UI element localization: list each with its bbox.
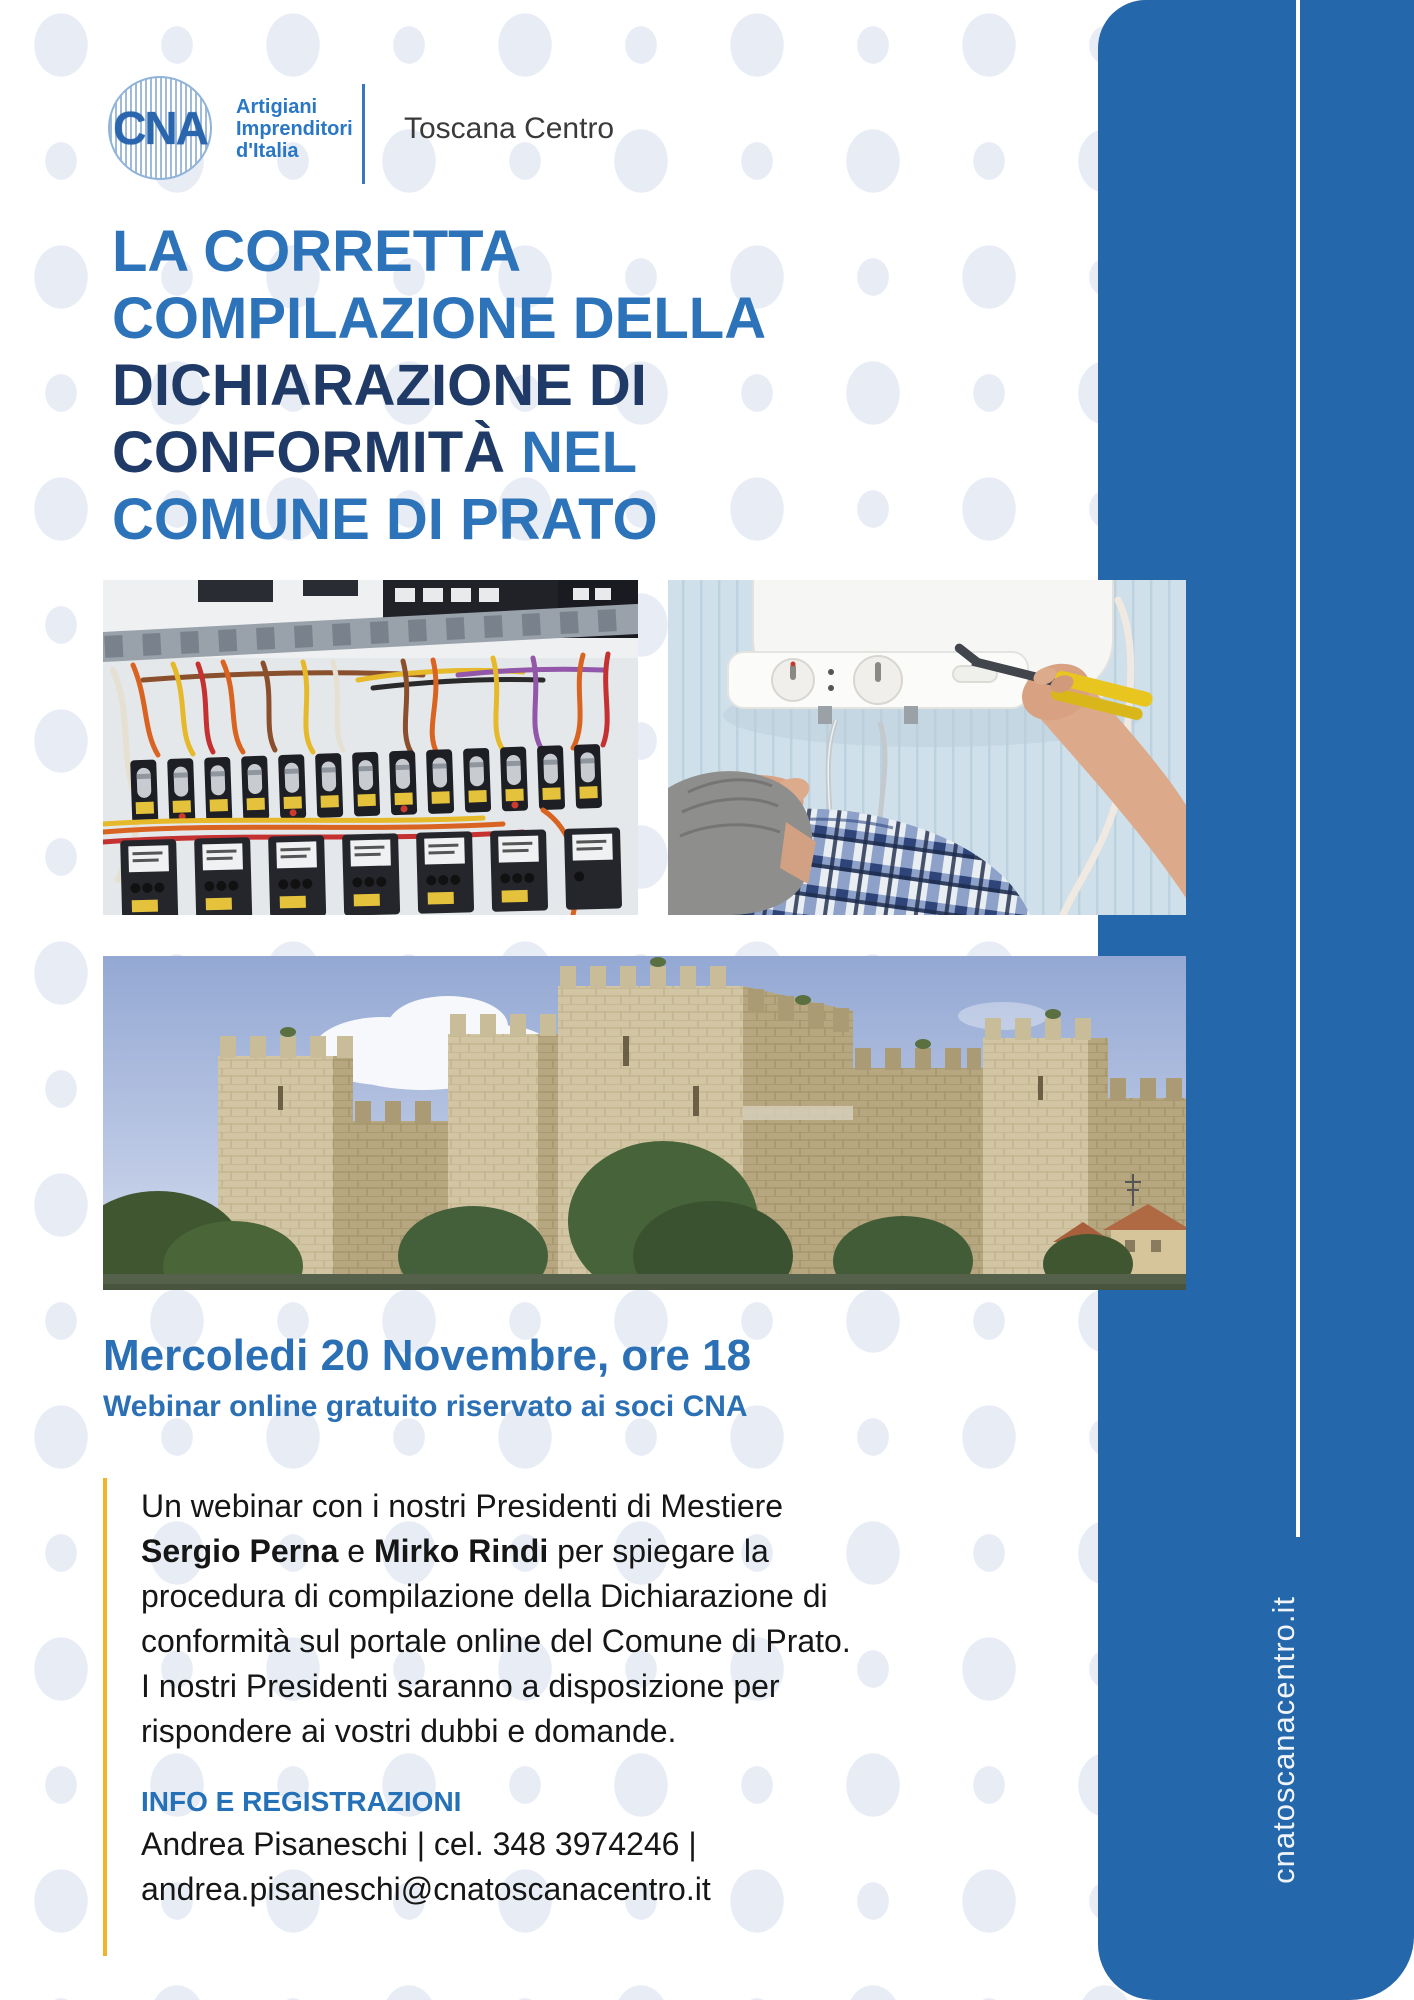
title-line: LA CORRETTA [112, 219, 522, 284]
speaker-name: Sergio Perna [141, 1533, 339, 1569]
cna-tagline [236, 96, 353, 162]
prato-castle-photo [103, 956, 1186, 1290]
description-paragraph: I nostri Presidenti saranno a disposizione per rispondere ai vostri dubbi e domande. [141, 1668, 780, 1749]
title-line: COMPILAZIONE DELLA [112, 286, 767, 351]
tagline-line: Imprenditori [236, 118, 353, 140]
tagline-line: Artigiani [236, 96, 318, 118]
contact-phone: Andrea Pisaneschi | cel. 348 3974246 | [141, 1826, 697, 1862]
technician-boiler-photo [668, 580, 1186, 915]
title-line: CONFORMITÀ [112, 420, 506, 485]
title-line: NEL [521, 420, 638, 485]
event-date: Mercoledi 20 Novembre, ore 18 [103, 1331, 752, 1380]
region-label: Toscana Centro [404, 112, 615, 145]
logo-separator [362, 84, 365, 184]
description-paragraph: Un webinar con i nostri Presidenti di Mestiere Sergio Perna e Mirko Rindi per spiegare la procedura di compilazione della Dichiarazione di conformità sul portale online del Comune di Prato. [141, 1488, 851, 1659]
electrical-panel-photo [103, 580, 638, 915]
info-heading: INFO E REGISTRAZIONI [141, 1786, 462, 1817]
page-title [112, 218, 1052, 553]
website-url-vertical: cnatoscanacentro.it [1266, 1596, 1301, 1884]
event-subtitle: Webinar online gratuito riservato ai soci CNA [103, 1390, 748, 1423]
description-block [103, 1478, 873, 1956]
title-line: DICHIARAZIONE DI [112, 353, 647, 418]
contact-email: andrea.pisaneschi@cnatoscanacentro.it [141, 1871, 711, 1907]
tagline-line: d'Italia [236, 140, 299, 162]
cna-logo [108, 76, 212, 180]
title-line: COMUNE DI PRATO [112, 487, 658, 552]
cna-logo-text: CNA [113, 102, 207, 154]
speaker-name: Mirko Rindi [373, 1533, 549, 1569]
vertical-divider-line [1296, 0, 1300, 1537]
